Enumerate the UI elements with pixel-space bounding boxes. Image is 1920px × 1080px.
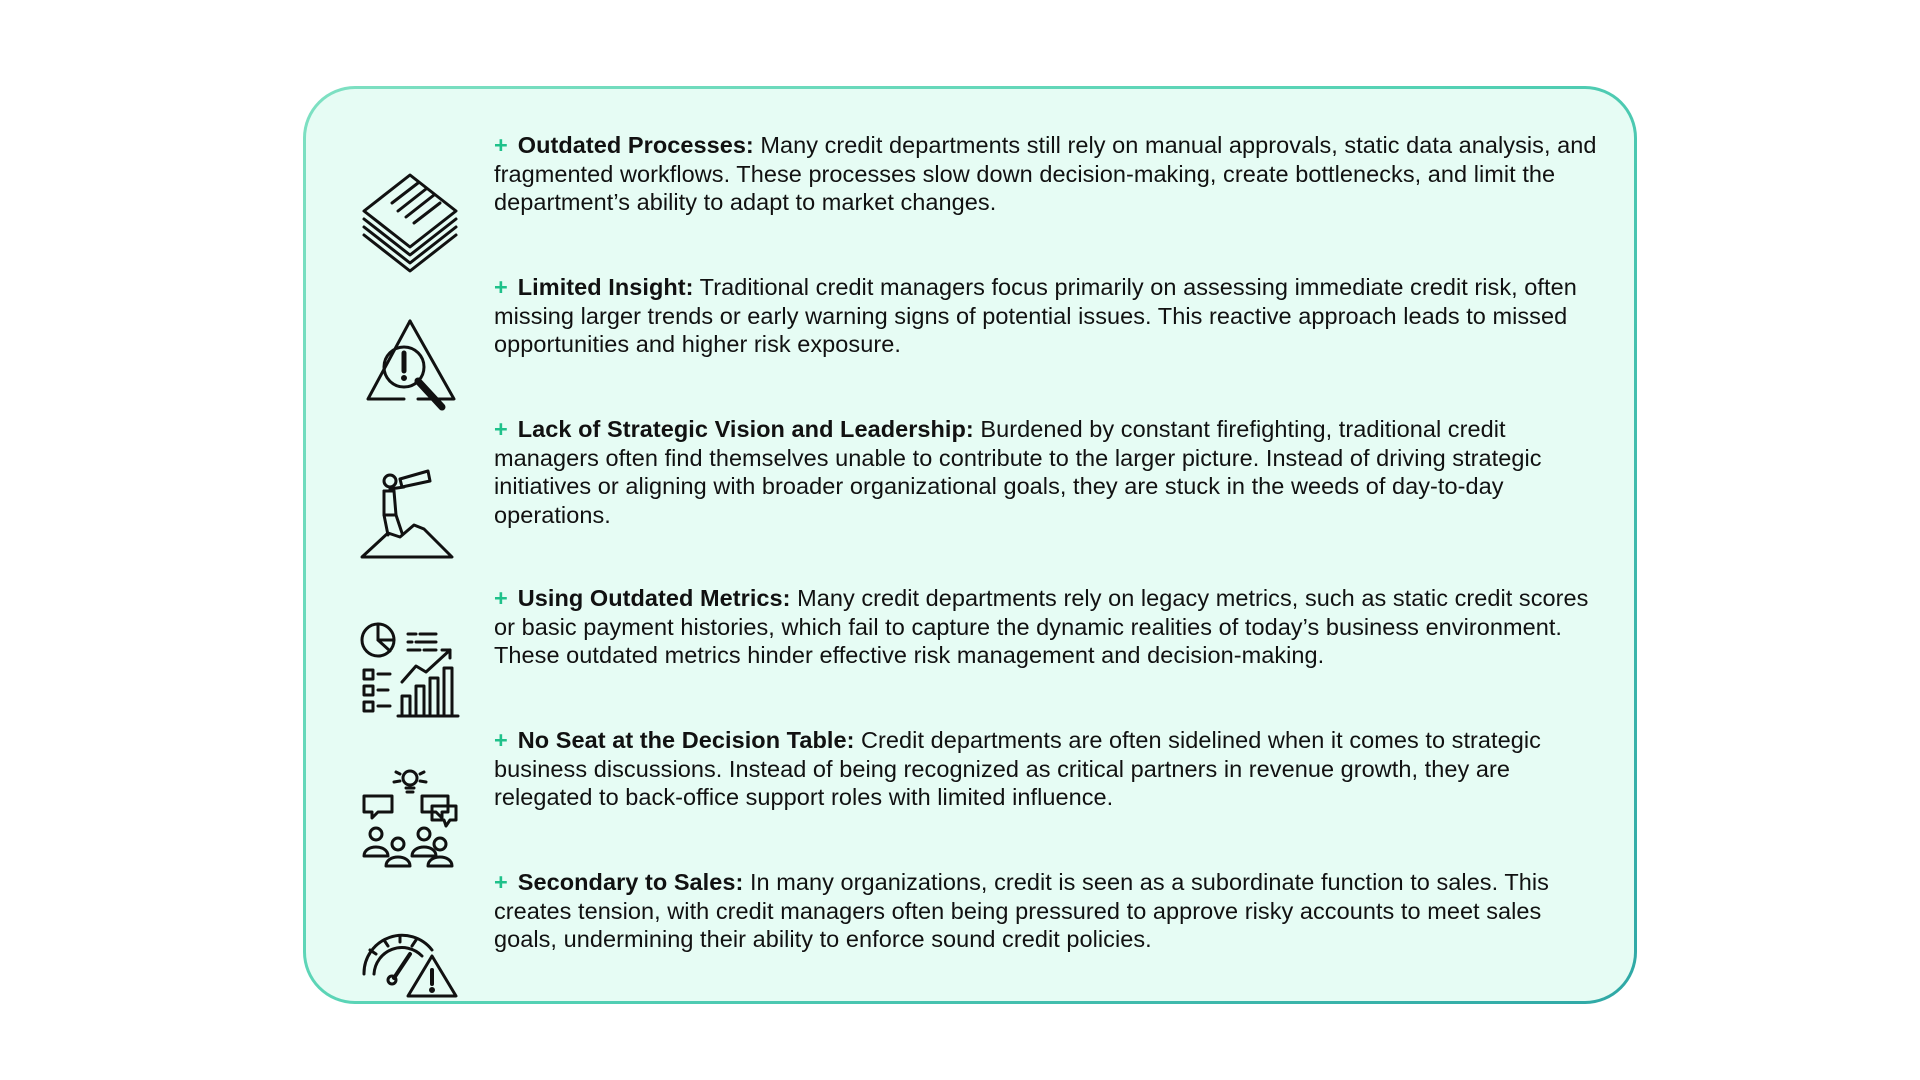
list-item-secondary-to-sales [306,868,1634,1010]
list-item-limited-insight [306,273,1634,415]
plus-bullet: + [494,869,508,895]
plus-bullet: + [494,416,508,442]
item-heading: Limited Insight: [517,274,694,300]
warning-magnifier-icon [358,313,462,417]
plus-bullet: + [494,274,508,300]
list-item-outdated-metrics [306,584,1634,726]
item-heading: Using Outdated Metrics: [517,585,791,611]
plus-bullet: + [494,132,508,158]
list-item-text [494,726,1604,812]
plus-bullet: + [494,727,508,753]
challenges-card [303,86,1637,1004]
plus-bullet: + [494,585,508,611]
list-item-text [494,273,1604,359]
item-heading: Secondary to Sales: [517,869,744,895]
item-heading: Lack of Strategic Vision and Leadership: [517,416,974,442]
list-item-text [494,131,1604,217]
list-item-outdated-processes [306,131,1634,273]
item-body: Burdened by constant firefighting, traditional credit managers often find themselves unable to contribute to the larger picture. Instead of driving strategic initiatives or aligning with broader organizational goals, they are stuck in the weeds of day-to-day operations. [494,416,1542,528]
team-discussion-icon [358,766,462,870]
item-body: Traditional credit managers focus primarily on assessing immediate credit risk, often missing larger trends or early warning signs of potential issues. This reactive approach leads to missed opportunities and higher risk exposure. [494,274,1577,357]
item-body: Credit departments are often sidelined when it comes to strategic business discussions. Instead of being recognized as critical partners in revenue growth, they are relegated to back-office support roles with limited influence. [494,727,1541,810]
list-item-text [494,868,1604,954]
list-item-no-seat [306,726,1634,868]
list-item-strategic-vision [306,415,1634,557]
item-body: In many organizations, credit is seen as a subordinate function to sales. This creates tension, with credit managers often being pressured to approve risky accounts to meet sales goals, undermining their ability to enforce sound credit policies. [494,869,1549,952]
item-body: Many credit departments rely on legacy metrics, such as static credit scores or basic payment histories, which fail to capture the dynamic realities of today’s business environment. These outdated metrics hinder effective risk management and decision-making. [494,585,1589,668]
item-heading: Outdated Processes: [517,132,754,158]
analytics-dashboard-icon [358,618,462,722]
stacked-documents-icon [358,171,462,275]
person-telescope-icon [358,461,462,565]
list-item-text [494,415,1604,529]
gauge-warning-icon [358,902,462,1006]
list-item-text [494,584,1604,670]
item-heading: No Seat at the Decision Table: [517,727,855,753]
item-body: Many credit departments still rely on manual approvals, static data analysis, and fragmented workflows. These processes slow down decision-making, create bottlenecks, and limit the department’s ability to adapt to market changes. [494,132,1597,215]
